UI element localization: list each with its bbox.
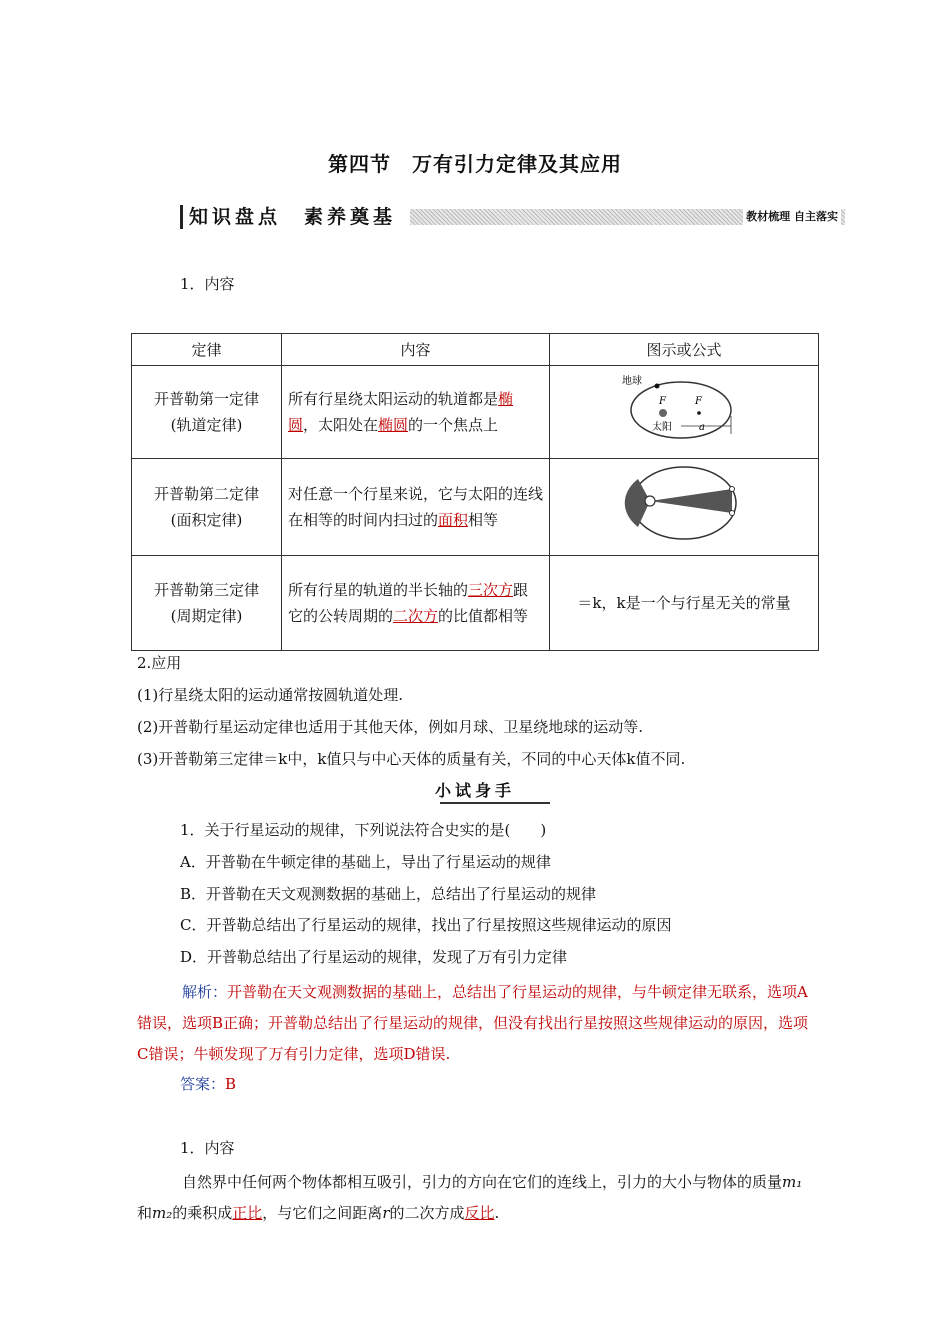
table-row bbox=[132, 366, 819, 459]
key-term: 正比 bbox=[232, 1204, 263, 1222]
question: 1．关于行星运动的规律，下列说法符合史实的是( ) bbox=[180, 821, 547, 839]
content-cell bbox=[282, 556, 550, 651]
answer-label: 答案： bbox=[180, 1075, 226, 1093]
key-term: 椭圆 bbox=[378, 416, 409, 434]
paragraph bbox=[137, 1167, 817, 1229]
table-row bbox=[132, 459, 819, 556]
figure-cell bbox=[550, 366, 819, 459]
table-row bbox=[132, 556, 819, 651]
page-title: 第四节 万有引力定律及其应用 bbox=[328, 152, 622, 176]
law-cell bbox=[132, 366, 282, 459]
content-text: 所有行星绕太阳运动的轨道都是 bbox=[288, 390, 499, 408]
banner-left-label: 知识盘点 素养奠基 bbox=[180, 205, 396, 229]
sun-label: 太阳 bbox=[652, 422, 672, 433]
ellipse-orbit-figure bbox=[619, 368, 749, 448]
content-cell bbox=[282, 459, 550, 556]
earth-label: 地球 bbox=[622, 376, 642, 387]
practice-title: 小试身手 bbox=[434, 781, 515, 800]
content-text: 对任意一个行星来说，它与太阳的连线在相等的时间内扫过的 bbox=[288, 485, 544, 529]
key-term: 反比 bbox=[464, 1204, 495, 1222]
section-banner bbox=[180, 205, 845, 229]
option: C．开普勒总结出了行星运动的规律，找出了行星按照这些规律运动的原因 bbox=[180, 916, 672, 934]
paragraph-text: 自然界中任何两个物体都相互吸引，引力的方向在它们的连线上，引力的大小与物体的质量 bbox=[182, 1173, 783, 1191]
paragraph-text: ，与它们之间距离 bbox=[262, 1204, 383, 1222]
content-text: 所有行星的轨道的半长轴的 bbox=[288, 581, 469, 599]
practice-title-underline bbox=[440, 802, 550, 804]
paragraph-text: . bbox=[494, 1204, 500, 1222]
content-text: 的一个焦点上 bbox=[408, 416, 499, 434]
key-term: 椭圆 bbox=[288, 390, 514, 434]
paragraph-text: 的二次方成 bbox=[389, 1204, 465, 1222]
formula-cell: ＝k，k是一个与行星无关的常量 bbox=[550, 556, 819, 651]
figure-cell bbox=[550, 459, 819, 556]
symbol-m1: m₁ bbox=[782, 1173, 803, 1191]
svg-text:F: F bbox=[659, 396, 666, 407]
analysis bbox=[137, 977, 817, 1070]
content-text: 相等 bbox=[468, 511, 499, 529]
law-cell bbox=[132, 556, 282, 651]
content-text: 的比值都相等 bbox=[438, 607, 529, 625]
law-name: 开普勒第二定律 bbox=[153, 485, 259, 503]
answer-value: B bbox=[225, 1075, 237, 1093]
answer bbox=[180, 1072, 860, 1096]
header-cell: 图示或公式 bbox=[550, 334, 819, 366]
section-heading: 1．内容 bbox=[180, 275, 235, 293]
svg-text:F: F bbox=[695, 396, 702, 407]
content-cell bbox=[282, 366, 550, 459]
analysis-text: 开普勒在天文观测数据的基础上，总结出了行星运动的规律，与牛顿定律无联系，选项A错误，选项B正确；开普勒总结出了行星运动的规律，但没有找出行星按照这些规律运动的原因，选项C错误；牛顿发现了万有引力定律，选项D错误. bbox=[137, 983, 809, 1063]
header-cell: 内容 bbox=[282, 334, 550, 366]
law-cell bbox=[132, 459, 282, 556]
area-law-figure bbox=[624, 461, 744, 545]
key-term: 三次方 bbox=[468, 581, 514, 599]
paragraph-text: 和 bbox=[137, 1204, 153, 1222]
key-term: 面积 bbox=[438, 511, 469, 529]
law-name: 开普勒第三定律 bbox=[153, 581, 259, 599]
symbol-m2: m₂ bbox=[152, 1204, 173, 1222]
section-heading: 1．内容 bbox=[180, 1139, 235, 1157]
list-item: (2)开普勒行星运动定律也适用于其他天体，例如月球、卫星绕地球的运动等. bbox=[137, 718, 644, 736]
list-item: (3)开普勒第三定律＝k中，k值只与中心天体的质量有关，不同的中心天体k值不同. bbox=[137, 750, 686, 768]
law-sub: (轨道定律) bbox=[170, 416, 243, 434]
content-text: 跟它的公转周期的 bbox=[288, 581, 529, 625]
law-sub: (周期定律) bbox=[170, 607, 243, 625]
table-header-row bbox=[132, 334, 819, 366]
content-text: ，太阳处在 bbox=[303, 416, 379, 434]
kepler-table bbox=[131, 333, 819, 651]
paragraph-text: 的乘积成 bbox=[172, 1204, 233, 1222]
list-item: (1)行星绕太阳的运动通常按圆轨道处理. bbox=[137, 686, 404, 704]
section-heading: 2.应用 bbox=[137, 654, 182, 672]
analysis-label: 解析： bbox=[182, 983, 228, 1001]
key-term: 二次方 bbox=[393, 607, 439, 625]
law-sub: (面积定律) bbox=[170, 511, 243, 529]
law-name: 开普勒第一定律 bbox=[153, 390, 259, 408]
symbol-r: r bbox=[382, 1204, 390, 1222]
svg-text:a: a bbox=[699, 422, 705, 433]
option: A．开普勒在牛顿定律的基础上，导出了行星运动的规律 bbox=[180, 853, 551, 871]
option: B．开普勒在天文观测数据的基础上，总结出了行星运动的规律 bbox=[180, 885, 597, 903]
banner-right-label: 教材梳理 自主落实 bbox=[743, 209, 841, 225]
header-cell: 定律 bbox=[132, 334, 282, 366]
option: D．开普勒总结出了行星运动的规律，发现了万有引力定律 bbox=[180, 948, 568, 966]
